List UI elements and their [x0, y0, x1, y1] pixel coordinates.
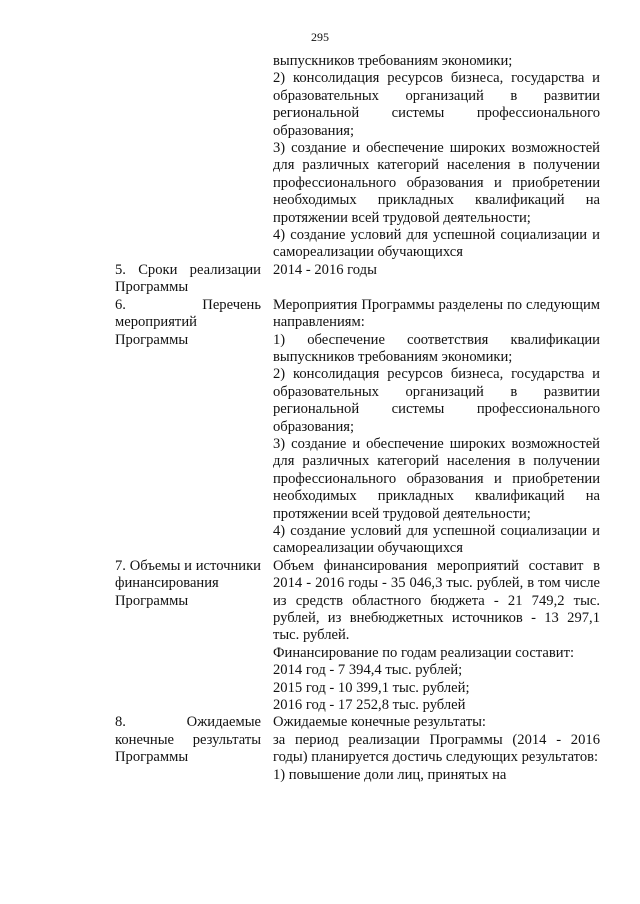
row-content	[273, 262, 600, 279]
paragraph: Объем финансирования мероприятий составит в 2014 - 2016 годы - 35 046,3 тыс. рублей, в том числе из средств областного бюджета - 21 749,2 тыс. рублей, из внебюджетных источников - 13 297,1 тыс. рублей.	[273, 557, 600, 644]
row-content	[273, 714, 600, 784]
paragraph: 1) обеспечение соответствия квалификации выпускников требованиям экономики;	[273, 331, 600, 365]
paragraph: 4) создание условий для успешной социализации и самореализации обучающихся	[273, 522, 600, 557]
paragraph: Финансирование по годам реализации составит:	[273, 644, 575, 661]
row-content	[273, 297, 600, 558]
paragraph: Мероприятия Программы разделены по следующим направлениям:	[273, 296, 600, 331]
paragraph: 2) консолидация ресурсов бизнеса, государства и образовательных организаций в развитии региональной системы профессионального образования;	[273, 366, 600, 435]
row-label: 6. Перечень мероприятий Программы	[115, 296, 261, 348]
passport-table	[115, 53, 600, 784]
row-terms	[115, 262, 600, 297]
paragraph: 2014 - 2016 годы	[273, 261, 377, 278]
paragraph: 2) консолидация ресурсов бизнеса, государства и образовательных организаций в развитии региональной системы профессионального образования;	[273, 70, 600, 139]
row-label: 5. Сроки реализации Программы	[115, 261, 261, 296]
row-activities	[115, 297, 600, 558]
paragraph: 3) создание и обеспечение широких возможностей для различных категорий населения в получении профессионального образования и приобретении необходимых прикладных квалификаций на протяжении всей трудовой деятельности;	[273, 435, 600, 522]
row-results	[115, 714, 600, 784]
paragraph: Ожидаемые конечные результаты:	[273, 714, 486, 731]
paragraph: 2016 год - 17 252,8 тыс. рублей	[273, 697, 466, 714]
row-content	[273, 558, 600, 715]
paragraph: 1) повышение доли лиц, принятых на	[273, 766, 507, 783]
row-label: 7. Объемы и источники финансирования Программы	[115, 557, 261, 609]
paragraph: 2014 год - 7 394,4 тыс. рублей;	[273, 662, 463, 679]
row-label: 8. Ожидаемые конечные результаты Программы	[115, 714, 261, 766]
row-funding	[115, 558, 600, 715]
paragraph: 2015 год - 10 399,1 тыс. рублей;	[273, 679, 470, 696]
paragraph: выпускников требованиям экономики;	[273, 53, 513, 69]
page-number: 295	[311, 30, 329, 44]
continuation-content	[273, 53, 600, 262]
paragraph: за период реализации Программы (2014 - 2016 годы) планируется достичь следующих результатов:	[273, 731, 600, 766]
paragraph: 4) создание условий для успешной социализации и самореализации обучающихся	[273, 227, 600, 261]
paragraph: 3) создание и обеспечение широких возможностей для различных категорий населения в получении профессионального образования и приобретении необходимых прикладных квалификаций на протяжении всей трудовой деятельности;	[273, 140, 600, 226]
continuation-row	[115, 53, 600, 262]
